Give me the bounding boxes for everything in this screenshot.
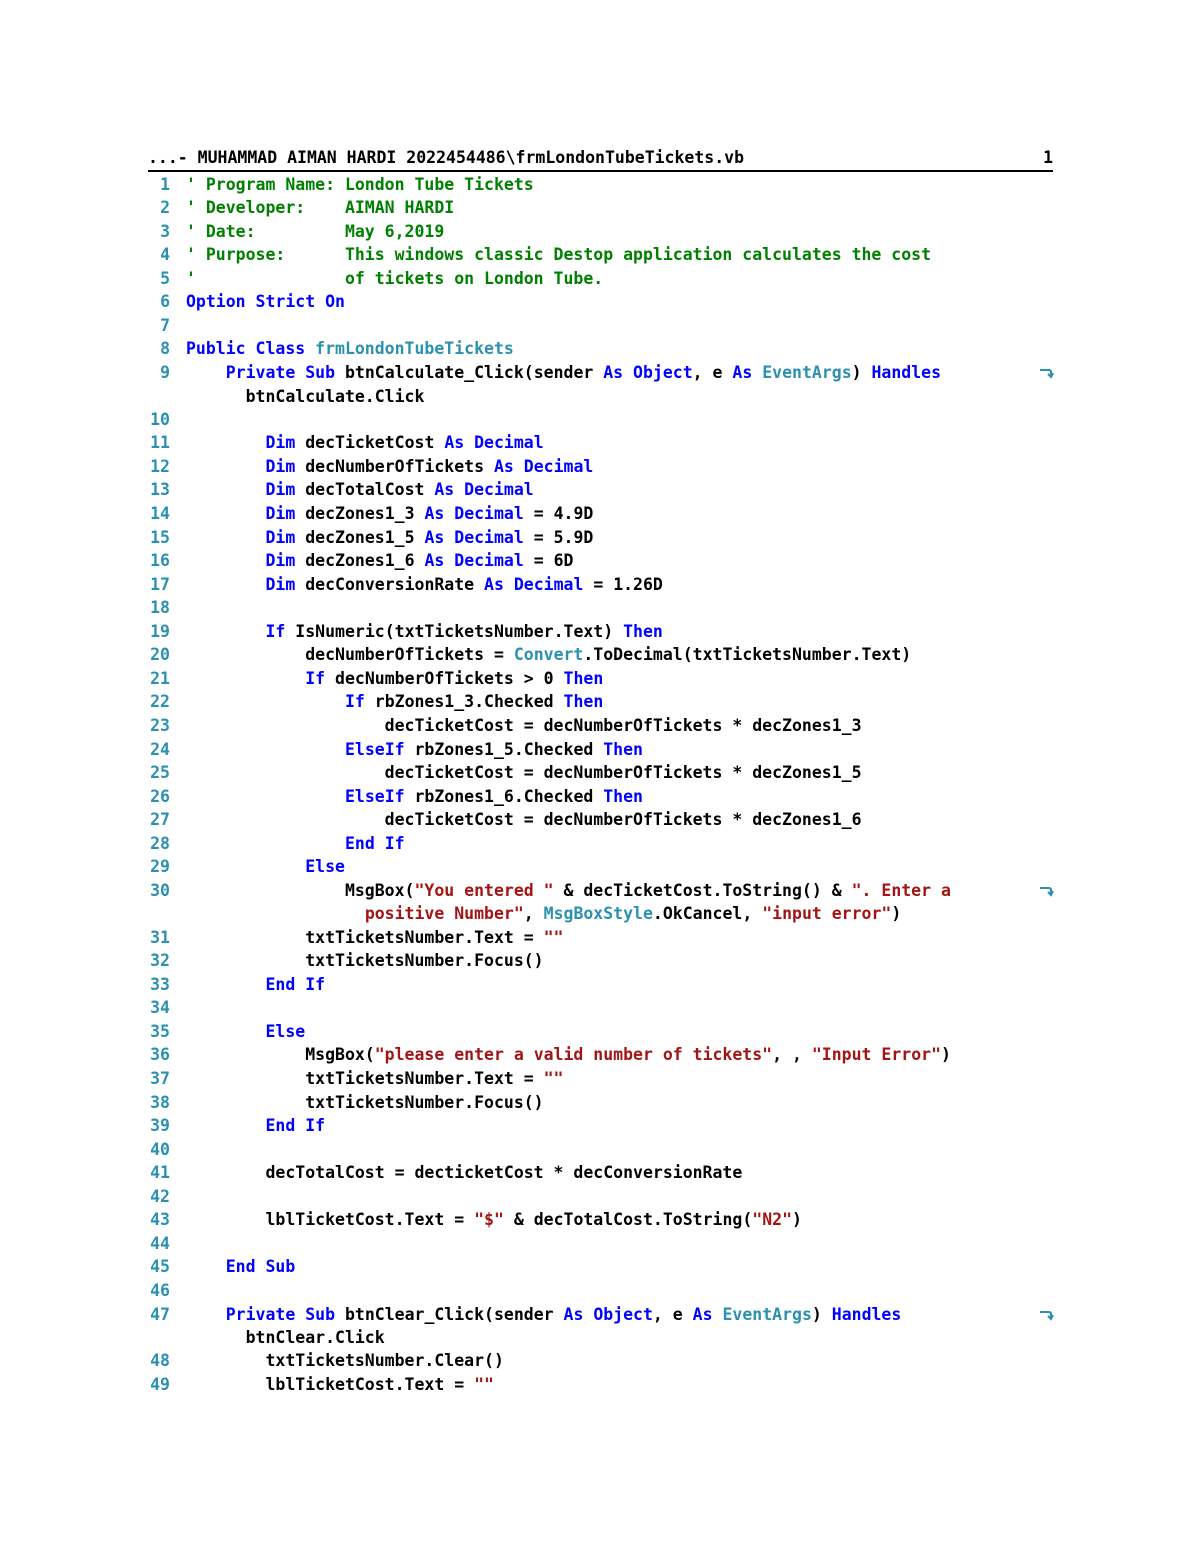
code-token: [186, 857, 305, 876]
line-text: [186, 761, 862, 785]
code-token: decConversionRate: [305, 575, 485, 594]
code-token: MsgBox(: [186, 1045, 375, 1064]
code-token: Private Sub: [225, 363, 345, 382]
line-number: 35: [150, 1022, 170, 1041]
code-token: [186, 1305, 226, 1324]
line-number: 12: [150, 457, 170, 476]
code-token: As Decimal: [424, 551, 524, 570]
line-text: [186, 431, 544, 455]
line-text: [186, 832, 405, 856]
code-token: decTicketCost = decNumberOfTickets * decZones1_5: [186, 763, 862, 782]
code-token: lblTicketCost.Text =: [186, 1375, 475, 1394]
code-token: [186, 834, 345, 853]
code-token: btnClear.Click: [186, 1328, 385, 1347]
line-number: 6: [160, 292, 170, 311]
code-token: As Decimal: [424, 504, 524, 523]
code-token: ): [792, 1210, 802, 1229]
code-token: If: [265, 622, 296, 641]
code-token: decNumberOfTickets: [305, 457, 494, 476]
code-token: [186, 480, 265, 499]
line-number: 31: [150, 928, 170, 947]
code-token: End If: [265, 1116, 326, 1135]
line-number: 27: [150, 810, 170, 829]
code-token: "input error": [762, 904, 892, 923]
line-number: 20: [150, 645, 170, 664]
code-token: Dim: [265, 480, 306, 499]
line-text: [186, 1208, 802, 1232]
code-token: Public Class: [186, 339, 316, 358]
code-token: ' Date: May 6,2019: [186, 222, 445, 241]
line-text: [186, 808, 862, 832]
code-token: txtTicketsNumber.Focus(): [186, 1093, 544, 1112]
line-text: [186, 478, 534, 502]
code-token: ' of tickets on London Tube.: [186, 269, 604, 288]
line-text: [186, 220, 444, 244]
line-number: 44: [150, 1234, 170, 1253]
code-token: Dim: [265, 433, 306, 452]
line-text: [186, 1020, 305, 1044]
code-token: "": [543, 928, 564, 947]
code-token: [186, 740, 345, 759]
code-token: As Object: [563, 1305, 653, 1324]
code-token: EventArgs: [722, 1305, 812, 1324]
line-text: [186, 1114, 325, 1138]
code-token: = 4.9D: [523, 504, 594, 523]
line-number: 10: [150, 410, 170, 429]
code-token: "You entered ": [414, 881, 554, 900]
code-token: ,: [523, 904, 544, 923]
code-token: Else: [265, 1022, 306, 1041]
line-text: [186, 173, 534, 197]
line-text: [186, 973, 325, 997]
code-token: End If: [344, 834, 405, 853]
line-number: 2: [160, 198, 170, 217]
line-text: [186, 290, 345, 314]
code-token: = 6D: [523, 551, 574, 570]
code-token: [186, 622, 265, 641]
line-text: [186, 243, 931, 267]
line-text: [186, 1303, 901, 1327]
line-number: 9: [160, 363, 170, 382]
line-text: [186, 879, 951, 903]
line-number: 1: [160, 175, 170, 194]
line-text: [186, 1349, 504, 1373]
line-number: 19: [150, 622, 170, 641]
line-text: [186, 714, 862, 738]
line-text: [186, 643, 911, 667]
code-token: Else: [305, 857, 345, 876]
code-token: "$": [474, 1210, 504, 1229]
code-token: decTotalCost = decticketCost * decConversionRate: [186, 1163, 743, 1182]
code-token: decZones1_6: [305, 551, 425, 570]
code-token: MsgBox(: [186, 881, 415, 900]
line-number: 15: [150, 528, 170, 547]
line-text: [186, 1373, 494, 1397]
code-token: .ToDecimal(txtTicketsNumber.Text): [583, 645, 912, 664]
line-number: 47: [150, 1305, 170, 1324]
code-token: txtTicketsNumber.Text =: [186, 1069, 544, 1088]
line-wrap-arrow-icon: [1038, 1307, 1054, 1323]
code-token: Convert: [513, 645, 584, 664]
code-token: End Sub: [225, 1257, 296, 1276]
code-token: [186, 904, 365, 923]
line-text: [186, 1067, 564, 1091]
page-number: 1: [1043, 148, 1053, 167]
code-token: [186, 787, 345, 806]
code-token: rbZones1_3.Checked: [374, 692, 564, 711]
line-text: [186, 926, 564, 950]
line-number: 41: [150, 1163, 170, 1182]
code-token: If: [344, 692, 375, 711]
line-text: [186, 902, 901, 926]
line-number: 4: [160, 245, 170, 264]
code-token: decNumberOfTickets > 0: [335, 669, 564, 688]
line-text: [186, 667, 603, 691]
code-token: ElseIf: [344, 787, 415, 806]
line-number: 22: [150, 692, 170, 711]
code-token: End If: [265, 975, 326, 994]
code-token: [186, 575, 265, 594]
code-token: [186, 1022, 265, 1041]
code-token: decZones1_5: [305, 528, 425, 547]
code-token: As Decimal: [484, 575, 584, 594]
code-token: ' Developer: AIMAN HARDI: [186, 198, 455, 217]
code-token: Then: [603, 740, 643, 759]
code-token: = 5.9D: [523, 528, 594, 547]
code-token: Dim: [265, 551, 306, 570]
line-number: 8: [160, 339, 170, 358]
code-token: As: [732, 363, 763, 382]
code-token: ' Program Name: London Tube Tickets: [186, 175, 534, 194]
code-token: lblTicketCost.Text =: [186, 1210, 475, 1229]
code-token: ". Enter a: [851, 881, 951, 900]
code-token: Dim: [265, 457, 306, 476]
code-token: Handles: [831, 1305, 902, 1324]
line-text: [186, 573, 663, 597]
line-number: 48: [150, 1351, 170, 1370]
code-token: Handles: [871, 363, 942, 382]
line-number: 17: [150, 575, 170, 594]
line-text: [186, 738, 643, 762]
line-text: [186, 549, 573, 573]
code-token: If: [305, 669, 336, 688]
line-number: 28: [150, 834, 170, 853]
code-token: rbZones1_6.Checked: [414, 787, 604, 806]
code-token: rbZones1_5.Checked: [414, 740, 604, 759]
code-token: & decTicketCost.ToString() &: [553, 881, 852, 900]
code-token: Option Strict On: [186, 292, 345, 311]
code-token: btnCalculate_Click(sender: [344, 363, 604, 382]
line-number: 14: [150, 504, 170, 523]
code-token: Dim: [265, 528, 306, 547]
code-token: Then: [603, 787, 643, 806]
code-token: btnCalculate.Click: [186, 387, 425, 406]
line-text: [186, 1255, 295, 1279]
code-token: Dim: [265, 504, 306, 523]
line-text: [186, 455, 593, 479]
line-text: [186, 1161, 742, 1185]
code-token: , ,: [772, 1045, 812, 1064]
code-token: Then: [563, 692, 604, 711]
line-text: [186, 1326, 385, 1350]
code-token: ElseIf: [344, 740, 415, 759]
code-token: = 1.26D: [583, 575, 663, 594]
line-number: 3: [160, 222, 170, 241]
line-number: 42: [150, 1187, 170, 1206]
line-text: [186, 1043, 951, 1067]
code-token: positive Number": [364, 904, 524, 923]
code-token: ): [811, 1305, 832, 1324]
line-number: 46: [150, 1281, 170, 1300]
line-number: 37: [150, 1069, 170, 1088]
code-token: [186, 551, 265, 570]
line-number: 23: [150, 716, 170, 735]
line-number: 18: [150, 598, 170, 617]
code-token: [186, 1257, 226, 1276]
line-number: 33: [150, 975, 170, 994]
line-number: 11: [150, 433, 170, 452]
code-token: Then: [623, 622, 663, 641]
code-token: "Input Error": [811, 1045, 941, 1064]
code-token: ): [851, 363, 872, 382]
code-token: ): [941, 1045, 951, 1064]
code-token: "please enter a valid number of tickets": [374, 1045, 773, 1064]
code-token: decNumberOfTickets =: [186, 645, 514, 664]
line-number: 45: [150, 1257, 170, 1276]
code-token: .OkCancel,: [652, 904, 763, 923]
line-number: 7: [160, 316, 170, 335]
code-token: Dim: [265, 575, 306, 594]
code-token: As Decimal: [424, 528, 524, 547]
code-token: Then: [563, 669, 604, 688]
code-token: [186, 669, 305, 688]
line-number: 38: [150, 1093, 170, 1112]
line-number: 40: [150, 1140, 170, 1159]
code-token: btnClear_Click(sender: [344, 1305, 564, 1324]
code-token: & decTotalCost.ToString(: [503, 1210, 753, 1229]
code-token: As: [692, 1305, 723, 1324]
code-token: , e: [652, 1305, 693, 1324]
line-number: 32: [150, 951, 170, 970]
line-number: 26: [150, 787, 170, 806]
code-token: IsNumeric(txtTicketsNumber.Text): [295, 622, 624, 641]
line-text: [186, 196, 454, 220]
line-text: [186, 337, 514, 361]
code-token: [186, 528, 265, 547]
line-number: 24: [150, 740, 170, 759]
code-token: ' Purpose: This windows classic Destop application calculates the cost: [186, 245, 932, 264]
line-text: [186, 690, 603, 714]
code-token: decTicketCost = decNumberOfTickets * decZones1_3: [186, 716, 862, 735]
code-token: As Decimal: [444, 433, 544, 452]
line-number: 16: [150, 551, 170, 570]
code-token: "N2": [752, 1210, 793, 1229]
code-token: [186, 692, 345, 711]
code-token: [186, 363, 226, 382]
line-text: [186, 620, 663, 644]
line-text: [186, 855, 345, 879]
code-token: [186, 433, 265, 452]
line-number: 49: [150, 1375, 170, 1394]
line-number: 13: [150, 480, 170, 499]
code-token: "": [543, 1069, 564, 1088]
line-wrap-arrow-icon: [1038, 365, 1054, 381]
file-path: ...- MUHAMMAD AIMAN HARDI 2022454486\frmLondonTubeTickets.vb: [148, 148, 745, 167]
line-text: [186, 1091, 544, 1115]
code-token: [186, 1116, 265, 1135]
line-wrap-arrow-icon: [1038, 883, 1054, 899]
code-token: Private Sub: [225, 1305, 345, 1324]
code-token: As Object: [603, 363, 693, 382]
code-token: txtTicketsNumber.Clear(): [186, 1351, 504, 1370]
file-header: [148, 146, 1053, 172]
line-text: [186, 949, 544, 973]
code-token: "": [474, 1375, 494, 1394]
code-token: decTotalCost: [305, 480, 435, 499]
code-token: [186, 457, 265, 476]
line-text: [186, 502, 593, 526]
line-number: 34: [150, 998, 170, 1017]
line-text: [186, 267, 603, 291]
code-token: EventArgs: [762, 363, 852, 382]
line-number: 5: [160, 269, 170, 288]
code-token: frmLondonTubeTickets: [315, 339, 514, 358]
line-number: 25: [150, 763, 170, 782]
code-token: MsgBoxStyle: [543, 904, 653, 923]
code-token: decTicketCost: [305, 433, 445, 452]
code-token: ): [891, 904, 902, 923]
code-token: , e: [692, 363, 733, 382]
line-number: 29: [150, 857, 170, 876]
code-token: As Decimal: [434, 480, 534, 499]
code-token: [186, 975, 265, 994]
line-text: [186, 385, 424, 409]
code-token: As Decimal: [493, 457, 594, 476]
line-number: 36: [150, 1045, 170, 1064]
line-number: 39: [150, 1116, 170, 1135]
line-number: 43: [150, 1210, 170, 1229]
line-text: [186, 526, 593, 550]
code-token: txtTicketsNumber.Text =: [186, 928, 544, 947]
line-number: 30: [150, 881, 170, 900]
code-token: [186, 504, 265, 523]
line-text: [186, 361, 941, 385]
code-token: decZones1_3: [305, 504, 425, 523]
line-number: 21: [150, 669, 170, 688]
code-token: txtTicketsNumber.Focus(): [186, 951, 544, 970]
line-text: [186, 785, 643, 809]
code-token: decTicketCost = decNumberOfTickets * decZones1_6: [186, 810, 862, 829]
